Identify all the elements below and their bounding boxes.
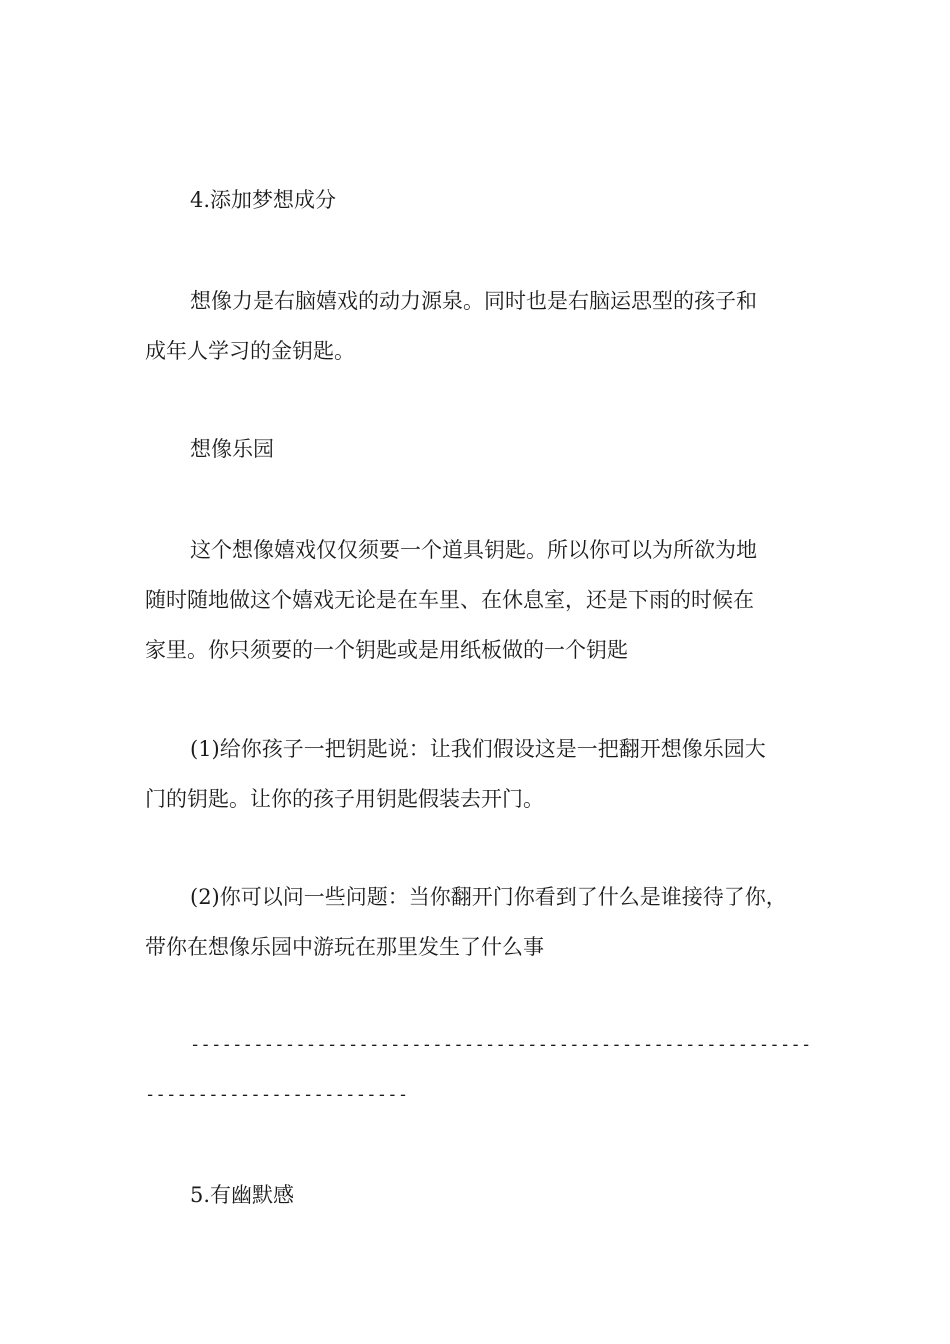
paragraph-line: 这个想像嬉戏仅仅须要一个道具钥匙。所以你可以为所欲为地	[190, 538, 757, 562]
step-1-line: (1)给你孩子一把钥匙说：让我们假设这是一把翻开想像乐园大	[190, 737, 766, 761]
subheading-imagination-park: 想像乐园	[190, 437, 274, 461]
paragraph-line: 家里。你只须要的一个钥匙或是用纸板做的一个钥匙	[145, 638, 628, 662]
step-1-line: 门的钥匙。让你的孩子用钥匙假装去开门。	[145, 787, 544, 811]
step-2-line: (2)你可以问一些问题：当你翻开门你看到了什么是谁接待了你，	[190, 885, 787, 909]
separator-line: -----------------------------------------------------------	[190, 1035, 812, 1055]
paragraph-line: 成年人学习的金钥匙。	[145, 339, 355, 363]
paragraph-line: 想像力是右脑嬉戏的动力源泉。同时也是右脑运思型的孩子和	[190, 289, 757, 313]
separator-line: -------------------------	[145, 1085, 409, 1105]
section-heading-4: 4.添加梦想成分	[190, 188, 337, 212]
section-heading-5: 5.有幽默感	[190, 1183, 295, 1207]
paragraph-line: 随时随地做这个嬉戏无论是在车里、在休息室，还是下雨的时候在	[145, 588, 754, 612]
step-2-line: 带你在想像乐园中游玩在那里发生了什么事	[145, 935, 544, 959]
